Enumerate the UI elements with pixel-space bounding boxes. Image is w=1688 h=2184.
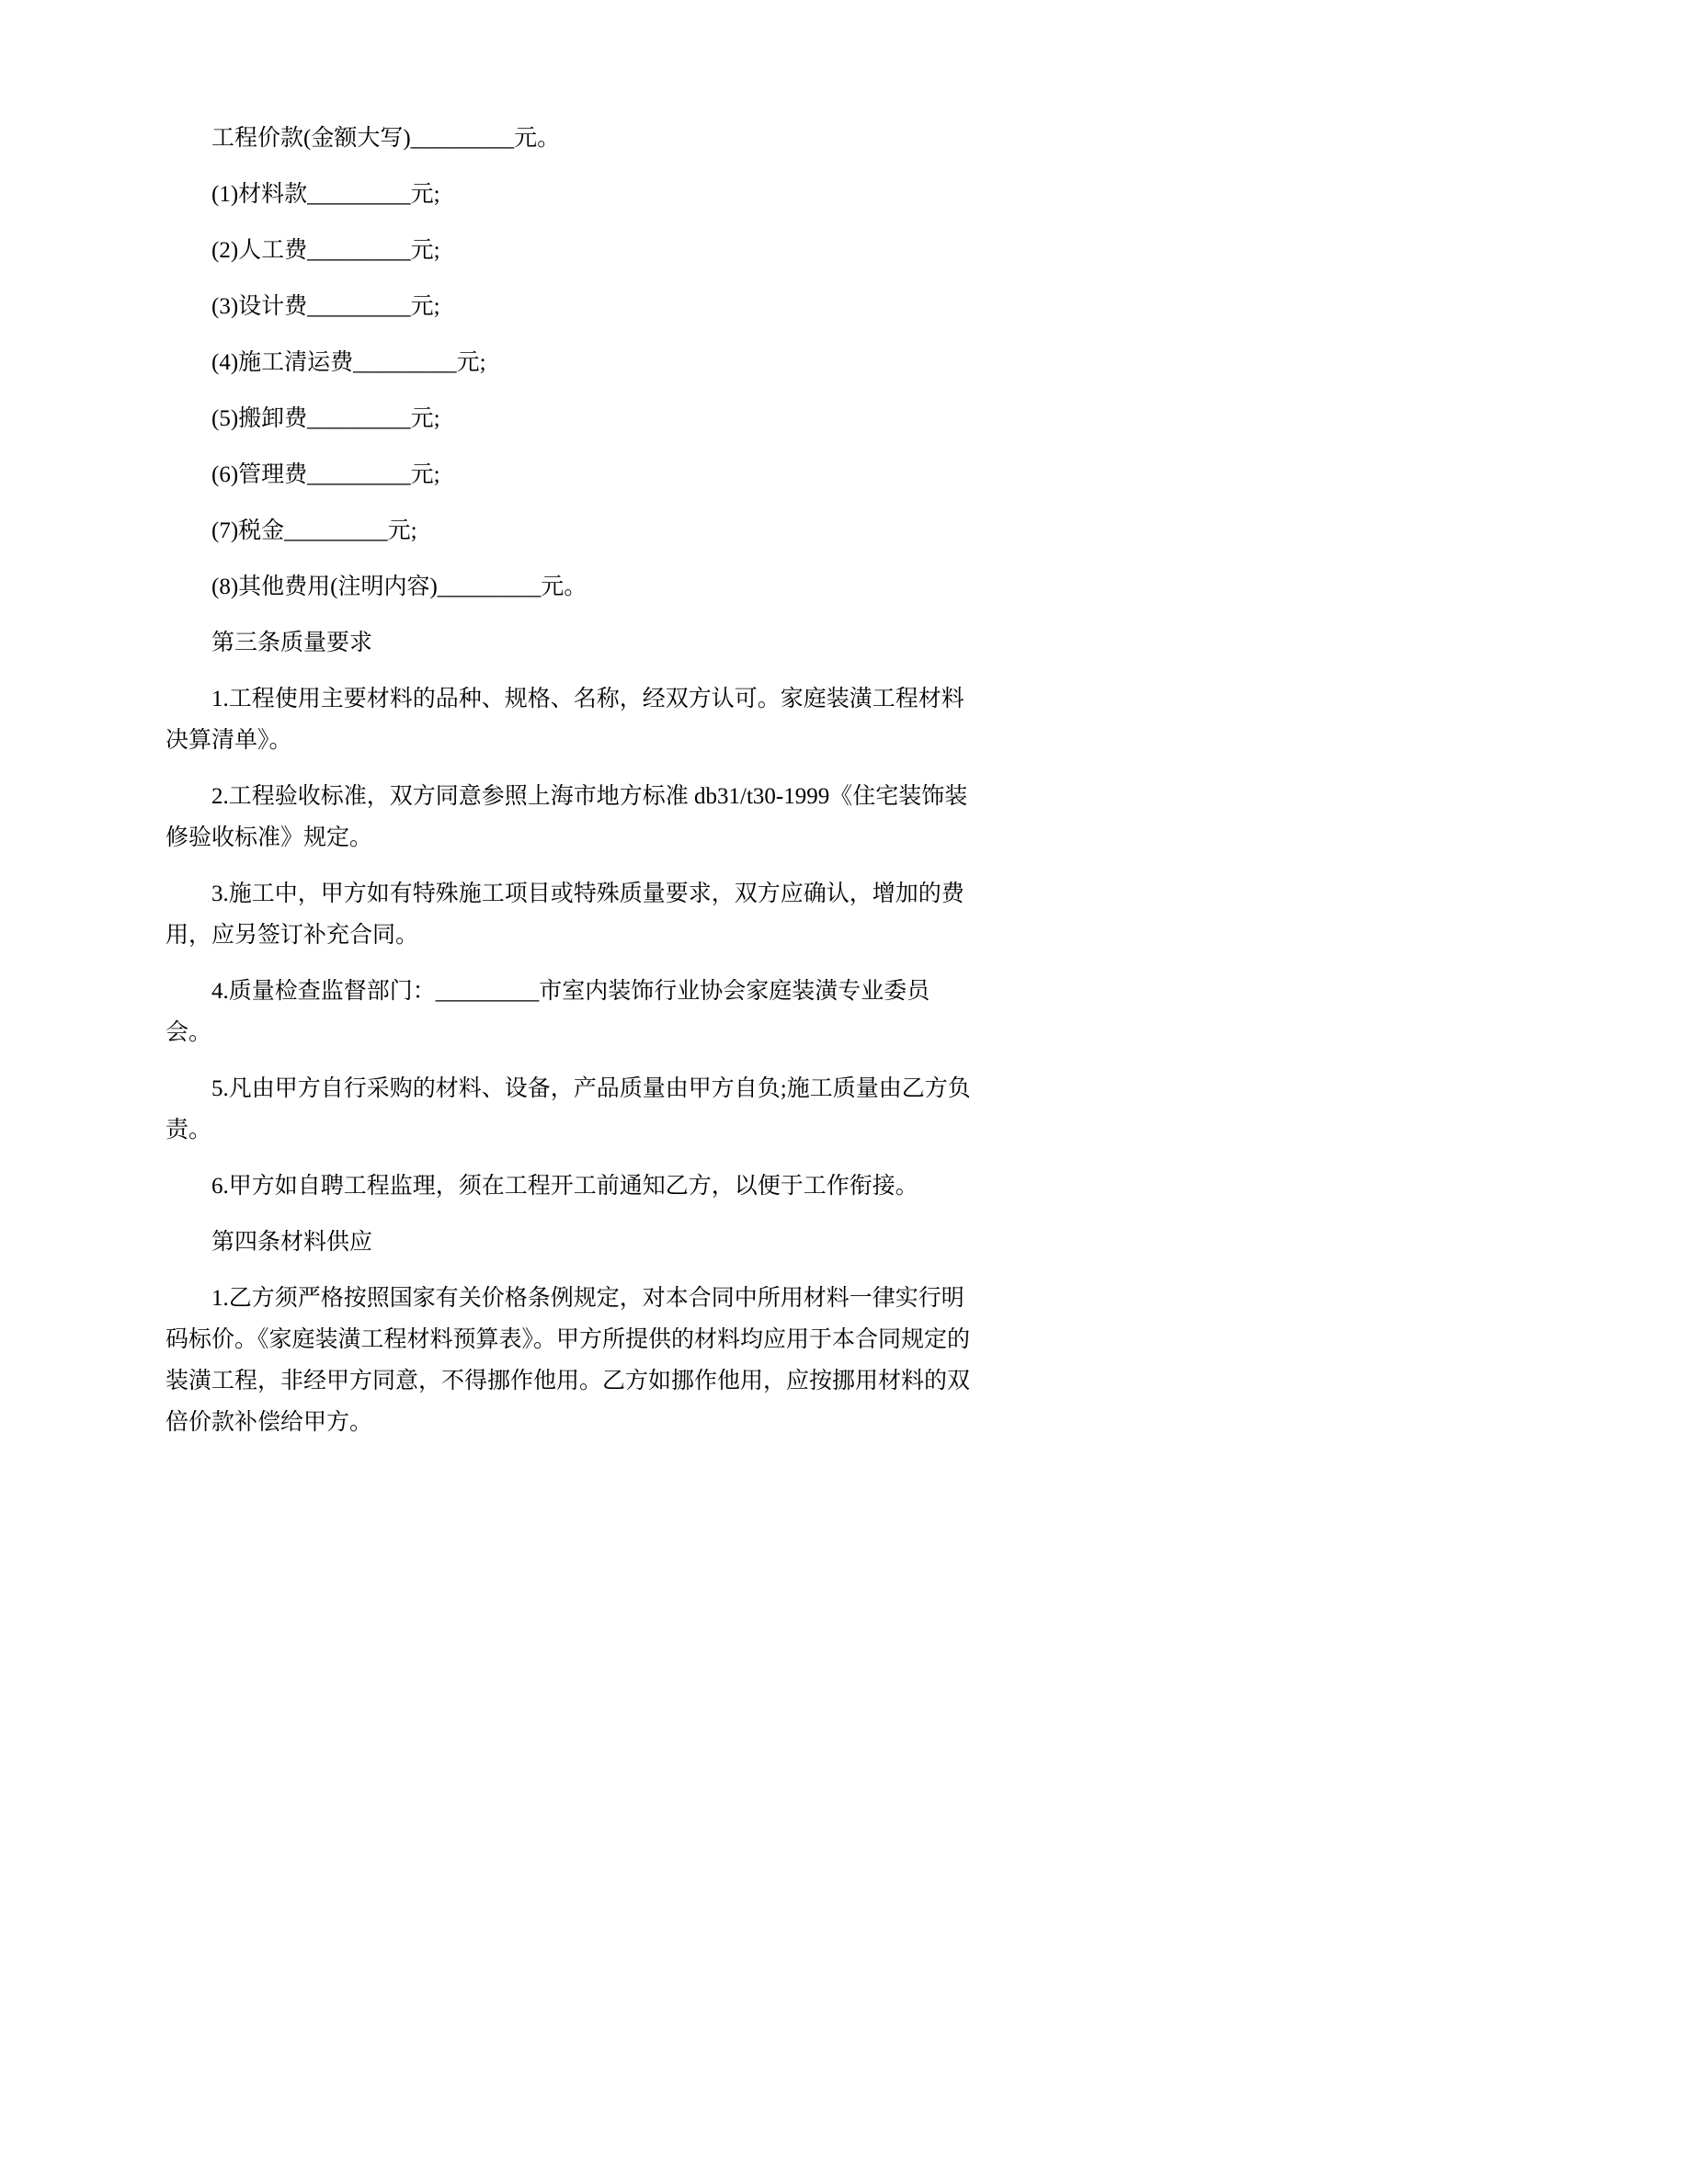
paragraph: (2)人工费_________元; xyxy=(211,238,440,263)
paragraph: 工程价款(金额大写)_________元。 xyxy=(211,126,561,151)
paragraph: 1.乙方须严格按照国家有关价格条例规定，对本合同中所用材料一律实行明码标价。《家庭装潢工程材料预算表》。甲方所提供的材料均应用于本合同规定的装潢工程，非经甲方同意，不得挪作他用。乙方如挪作他用，应按挪用材料的双倍价款补偿给甲方。 xyxy=(165,1286,971,1435)
paragraph: 3.施工中，甲方如有特殊施工项目或特殊质量要求，双方应确认，增加的费用，应另签订补充合同。 xyxy=(165,882,964,948)
document-content xyxy=(0,0,975,1443)
section-heading: 第四条材料供应 xyxy=(211,1230,373,1255)
paragraph: 4.质量检查监督部门：_________市室内装饰行业协会家庭装潢专业委员会。 xyxy=(165,979,930,1045)
paragraph: (3)设计费_________元; xyxy=(211,294,440,319)
paragraph: (7)税金_________元; xyxy=(211,518,417,543)
paragraph: 6.甲方如自聘工程监理，须在工程开工前通知乙方，以便于工作衔接。 xyxy=(211,1174,918,1199)
paragraph: (6)管理费_________元; xyxy=(211,462,440,487)
paragraph: 2.工程验收标准，双方同意参照上海市地方标准 db31/t30-1999《住宅装饰装修验收标准》规定。 xyxy=(165,784,968,850)
paragraph: (5)搬卸费_________元; xyxy=(211,406,440,431)
paragraph: (8)其他费用(注明内容)_________元。 xyxy=(211,574,587,599)
paragraph: (4)施工清运费_________元; xyxy=(211,350,486,375)
paragraph: 5.凡由甲方自行采购的材料、设备，产品质量由甲方自负;施工质量由乙方负责。 xyxy=(165,1076,971,1143)
paragraph: (1)材料款_________元; xyxy=(211,182,440,207)
section-heading: 第三条质量要求 xyxy=(211,631,373,655)
paragraph: 1.工程使用主要材料的品种、规格、名称，经双方认可。家庭装潢工程材料决算清单》。 xyxy=(165,687,964,753)
